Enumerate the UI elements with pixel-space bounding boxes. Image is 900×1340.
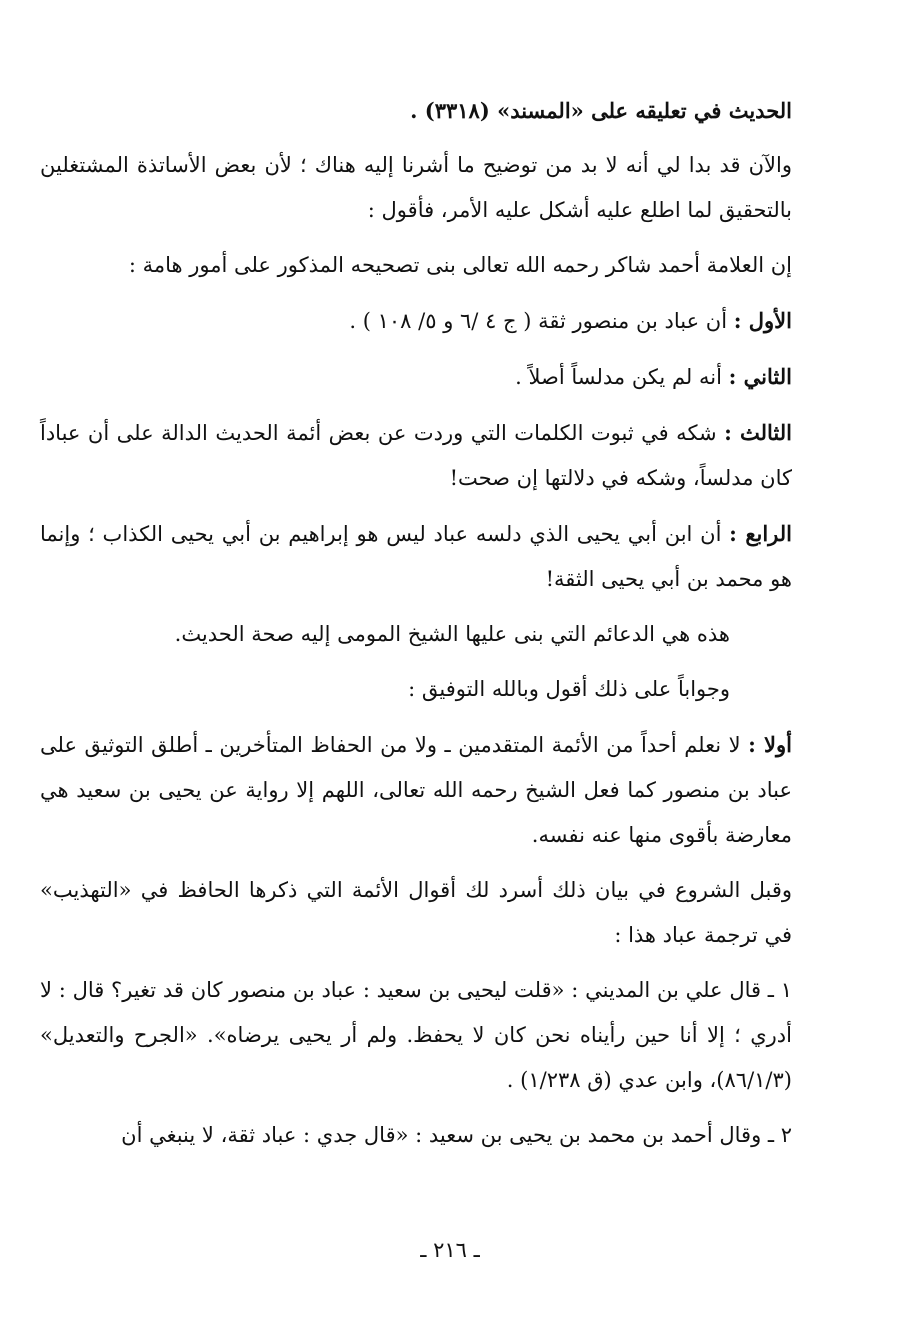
paragraph-text: والآن قد بدا لي أنه لا بد من توضيح ما أشرنا إليه هناك ؛ لأن بعض الأساتذة المشتغلين بالتحقيق لما اطلع عليه أشكل عليه الأمر، فأقول :	[40, 153, 793, 222]
page-number: ـ ٢١٦ ـ	[420, 1238, 480, 1262]
paragraph-text: أنه لم يكن مدلساً أصلاً .	[515, 365, 729, 389]
paragraph-text: أن ابن أبي يحيى الذي دلسه عباد ليس هو إبراهيم بن أبي يحيى الكذاب ؛ وإنما هو محمد بن أبي يحيى الثقة!	[40, 522, 792, 591]
paragraph-3	[40, 243, 792, 288]
paragraph-text: لا نعلم أحداً من الأئمة المتقدمين ـ ولا من الحفاظ المتأخرين ـ أطلق التوثيق على عباد بن منصور كما فعل الشيخ رحمه الله تعالى، اللهم إلا رواية عن يحيى بن سعيد هي معارضة بأقوى منها عنه نفسه.	[40, 733, 792, 847]
paragraph-8	[40, 612, 792, 657]
paragraph-1	[40, 88, 792, 133]
paragraph-text: ٢ ـ وقال أحمد بن محمد بن يحيى بن سعيد : «قال جدي : عباد ثقة، لا ينبغي أن	[121, 1123, 792, 1147]
paragraph-9	[40, 667, 792, 712]
paragraph-text: وجواباً على ذلك أقول وبالله التوفيق :	[408, 677, 730, 701]
paragraph-lead: أولا :	[748, 732, 792, 757]
paragraph-lead: الرابع :	[729, 521, 792, 546]
paragraph-lead: الثالث :	[724, 420, 792, 445]
paragraph-text: شكه في ثبوت الكلمات التي وردت عن بعض أئمة الحديث الدالة على أن عباداً كان مدلساً، وشكه في دلالتها إن صحت!	[40, 421, 792, 490]
paragraph-lead: الثاني :	[728, 364, 792, 389]
paragraph-11	[40, 868, 792, 958]
paragraph-text: الحديث في تعليقه على «المسند» (٣٣١٨) .	[410, 98, 792, 123]
paragraph-5	[40, 354, 792, 400]
paragraph-12	[40, 968, 792, 1103]
paragraph-text: هذه هي الدعائم التي بنى عليها الشيخ المومى إليه صحة الحديث.	[174, 622, 730, 646]
paragraph-2	[40, 143, 792, 233]
paragraph-10	[40, 722, 792, 858]
paragraph-text: ١ ـ قال علي بن المديني : «قلت ليحيى بن سعيد : عباد بن منصور كان قد تغير؟ قال : لا أدري ؛ إلا أنا حين رأيناه نحن كان لا يحفظ. ولم أر يحيى يرضاه». «الجرح والتعديل» (٨٦/١/٣)، وابن عدي (ق ١/٢٣٨) .	[40, 978, 792, 1092]
paragraph-text: أن عباد بن منصور ثقة ( ج ٤ /٦ و ٥/ ١٠٨ ) .	[349, 309, 734, 333]
paragraph-text: إن العلامة أحمد شاكر رحمه الله تعالى بنى تصحيحه المذكور على أمور هامة :	[128, 253, 792, 277]
paragraph-13	[40, 1113, 792, 1158]
paragraph-lead: الأول :	[733, 308, 792, 333]
paragraph-text: وقبل الشروع في بيان ذلك أسرد لك أقوال الأئمة التي ذكرها الحافظ في «التهذيب» في ترجمة عباد هذا :	[40, 878, 792, 947]
page-body	[40, 88, 792, 1168]
paragraph-4	[40, 298, 792, 344]
paragraph-7	[40, 511, 792, 602]
paragraph-6	[40, 410, 792, 501]
